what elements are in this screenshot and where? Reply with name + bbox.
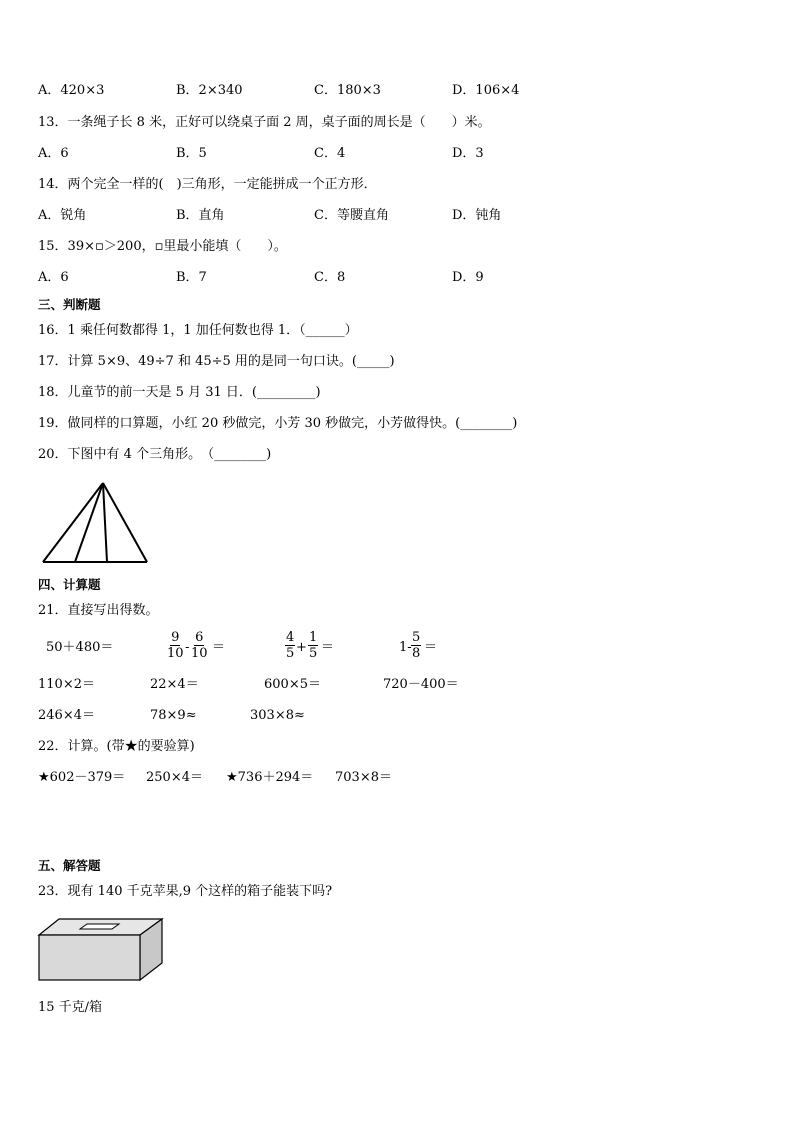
q14-option-a: A．锐角 [38, 208, 87, 223]
q18-text: 18．儿童节的前一天是 5 月 31 日．(_________) [38, 385, 321, 400]
triangle-left-side [43, 483, 103, 562]
triangle-figure [40, 480, 150, 566]
numerator: 4 [286, 630, 295, 645]
q21-row2-expr-3: 600×5＝ [264, 677, 321, 692]
q14-text: 14．两个完全一样的( )三角形，一定能拼成一个正方形． [38, 177, 377, 192]
numerator: 5 [412, 630, 421, 645]
denominator: 5 [286, 646, 295, 661]
triangle-inner-line-2 [103, 483, 107, 562]
q21-fraction-5-8 [411, 630, 421, 661]
q12-option-b: B．2×340 [176, 83, 243, 98]
section-judgment-title: 三、判断题 [38, 297, 101, 312]
q20-text: 20．下图中有 4 个三角形。 （________) [38, 447, 272, 462]
q21-row2-expr-4: 720－400＝ [383, 677, 459, 692]
q13-option-a: A．6 [38, 146, 69, 161]
apple-box-icon [38, 917, 164, 983]
q21-fraction-4-5 [285, 630, 295, 661]
q22-expr-4: 703×8＝ [335, 770, 392, 785]
box-slot [80, 924, 119, 929]
q21-row3-expr-3: 303×8≈ [250, 708, 305, 723]
denominator: 10 [167, 646, 184, 661]
numerator: 6 [195, 630, 204, 645]
q14-option-b: B．直角 [176, 208, 225, 223]
q14-option-c: C．等腰直角 [314, 208, 389, 223]
denominator: 10 [191, 646, 208, 661]
q13-option-c: C．4 [314, 146, 346, 161]
q21-fraction-1-5 [308, 630, 318, 661]
equals-sign: ＝ [321, 640, 335, 655]
plus-operator: + [296, 640, 307, 655]
q13-option-d: D．3 [452, 146, 484, 161]
q21-expr-1: 50＋480＝ [46, 640, 114, 655]
box-front [39, 935, 140, 980]
q21-text: 21．直接写出得数。 [38, 603, 159, 618]
q17-text: 17．计算 5×9、49÷7 和 45÷5 用的是同一句口诀。(_____) [38, 354, 395, 369]
q12-option-c: C．180×3 [314, 83, 381, 98]
triangle-inner-line-1 [75, 483, 103, 562]
one-minus: 1- [399, 640, 412, 655]
q14-option-d: D．钝角 [452, 208, 502, 223]
minus-operator: - [185, 640, 190, 655]
q15-text: 15．39×▫＞200，▫里最小能填（ ）。 [38, 239, 287, 254]
q21-fraction-9-10 [166, 630, 185, 661]
q22-expr-1: ★602－379＝ [38, 770, 126, 785]
q22-expr-2: 250×4＝ [146, 770, 203, 785]
q15-option-c: C．8 [314, 270, 346, 285]
q22-text: 22．计算。(带★的要验算) [38, 739, 195, 754]
equals-sign: ＝ [212, 640, 226, 655]
triangle-right-side [103, 483, 147, 562]
denominator: 5 [309, 646, 318, 661]
numerator: 9 [171, 630, 180, 645]
q12-option-d: D．106×4 [452, 83, 520, 98]
q21-fraction-6-10 [190, 630, 209, 661]
q15-option-d: D．9 [452, 270, 484, 285]
q21-row3-expr-1: 246×4＝ [38, 708, 95, 723]
q19-text: 19．做同样的口算题，小红 20 秒做完，小芳 30 秒做完，小芳做得快。(________) [38, 416, 518, 431]
denominator: 8 [412, 646, 421, 661]
section-problem-solving-title: 五、解答题 [38, 858, 101, 873]
q13-text: 13．一条绳子长 8 米，正好可以绕桌子面 2 周，桌子面的周长是（ ）米。 [38, 115, 491, 130]
numerator: 1 [309, 630, 318, 645]
q16-text: 16．1 乘任何数都得 1，1 加任何数也得 1．（______） [38, 323, 358, 338]
q21-row2-expr-1: 110×2＝ [38, 677, 95, 692]
q22-expr-3: ★736＋294＝ [226, 770, 314, 785]
q15-option-b: B．7 [176, 270, 207, 285]
q21-row3-expr-2: 78×9≈ [150, 708, 197, 723]
section-calculation-title: 四、计算题 [38, 577, 101, 592]
q23-text: 23．现有 140 千克苹果,9 个这样的箱子能装下吗? [38, 884, 333, 899]
q21-row2-expr-2: 22×4＝ [150, 677, 199, 692]
box-capacity-label: 15 千克/箱 [38, 1000, 103, 1015]
q12-option-a: A．420×3 [38, 83, 105, 98]
equals-sign: ＝ [424, 640, 438, 655]
q15-option-a: A．6 [38, 270, 69, 285]
q13-option-b: B．5 [176, 146, 207, 161]
